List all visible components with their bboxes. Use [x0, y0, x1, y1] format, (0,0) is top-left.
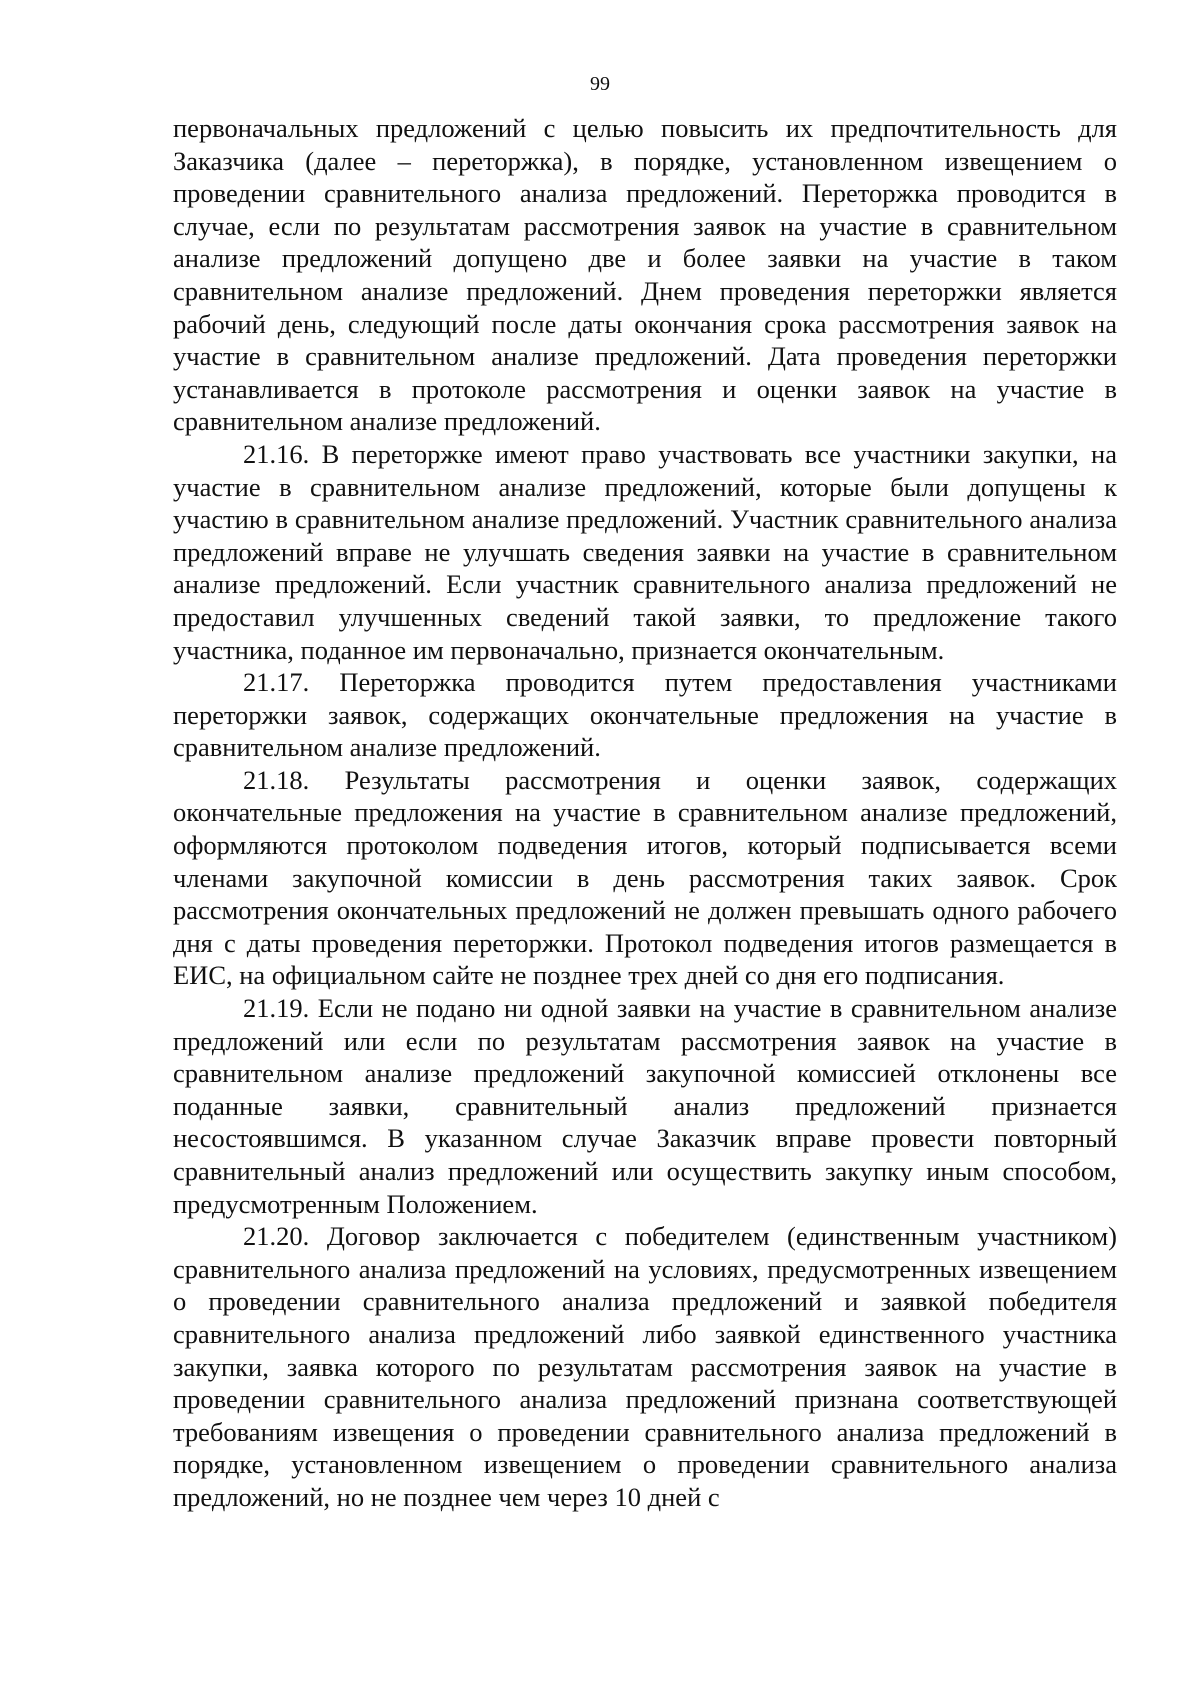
paragraph-continuation: первоначальных предложений с целью повысить их предпочтительность для Заказчика (далее – переторжка), в порядке, установленном извещением о проведении сравнительного анализа предложений. Переторжка проводится в случае, если по результатам рассмотрения заявок на участие в сравнительном анализе предложений допущено две и более заявки на участие в таком сравнительном анализе предложений. Днем проведения переторжки является рабочий день, следующий после даты окончания срока рассмотрения заявок на участие в сравнительном анализе предложений. Дата проведения переторжки устанавливается в протоколе рассмотрения и оценки заявок на участие в сравнительном анализе предложений.: [173, 113, 1117, 437]
paragraph-21-16: 21.16. В переторжке имеют право участвовать все участники закупки, на участие в сравнительном анализе предложений, которые были допущены к участию в сравнительном анализе предложений. Участник сравнительного анализа предложений вправе не улучшать сведения заявки на участие в сравнительном анализе предложений. Если участник сравнительного анализа предложений не предоставил улучшенных сведений такой заявки, то предложение такого участника, поданное им первоначально, признается окончательным.: [173, 438, 1117, 665]
paragraph-21-19: 21.19. Если не подано ни одной заявки на участие в сравнительном анализе предложений или если по результатам рассмотрения заявок на участие в сравнительном анализе предложений закупочной комиссией отклонены все поданные заявки, сравнительный анализ предложений признается несостоявшимся. В указанном случае Заказчик вправе провести повторный сравнительный анализ предложений или осуществить закупку иным способом, предусмотренным Положением.: [173, 993, 1117, 1219]
document-body: [173, 112, 1117, 1514]
paragraph-21-18: 21.18. Результаты рассмотрения и оценки заявок, содержащих окончательные предложения на участие в сравнительном анализе предложений, оформляются протоколом подведения итогов, который подписывается всеми членами закупочной комиссии в день рассмотрения таких заявок. Срок рассмотрения окончательных предложений не должен превышать одного рабочего дня с даты проведения переторжки. Протокол подведения итогов размещается в ЕИС, на официальном сайте не позднее трех дней со дня его подписания.: [173, 764, 1117, 991]
paragraph-21-17: 21.17. Переторжка проводится путем предоставления участниками переторжки заявок, содержащих окончательные предложения на участие в сравнительном анализе предложений.: [173, 667, 1117, 763]
paragraph-21-20: 21.20. Договор заключается с победителем (единственным участником) сравнительного анализа предложений на условиях, предусмотренных извещением о проведении сравнительного анализа предложений и заявкой победителя сравнительного анализа предложений либо заявкой единственного участника закупки, заявка которого по результатам рассмотрения заявок на участие в проведении сравнительного анализа предложений признана соответствующей требованиям извещения о проведении сравнительного анализа предложений в порядке, установленном извещением о проведении сравнительного анализа предложений, но не позднее чем через 10 дней с: [173, 1221, 1117, 1512]
page-number: 99: [590, 73, 610, 95]
